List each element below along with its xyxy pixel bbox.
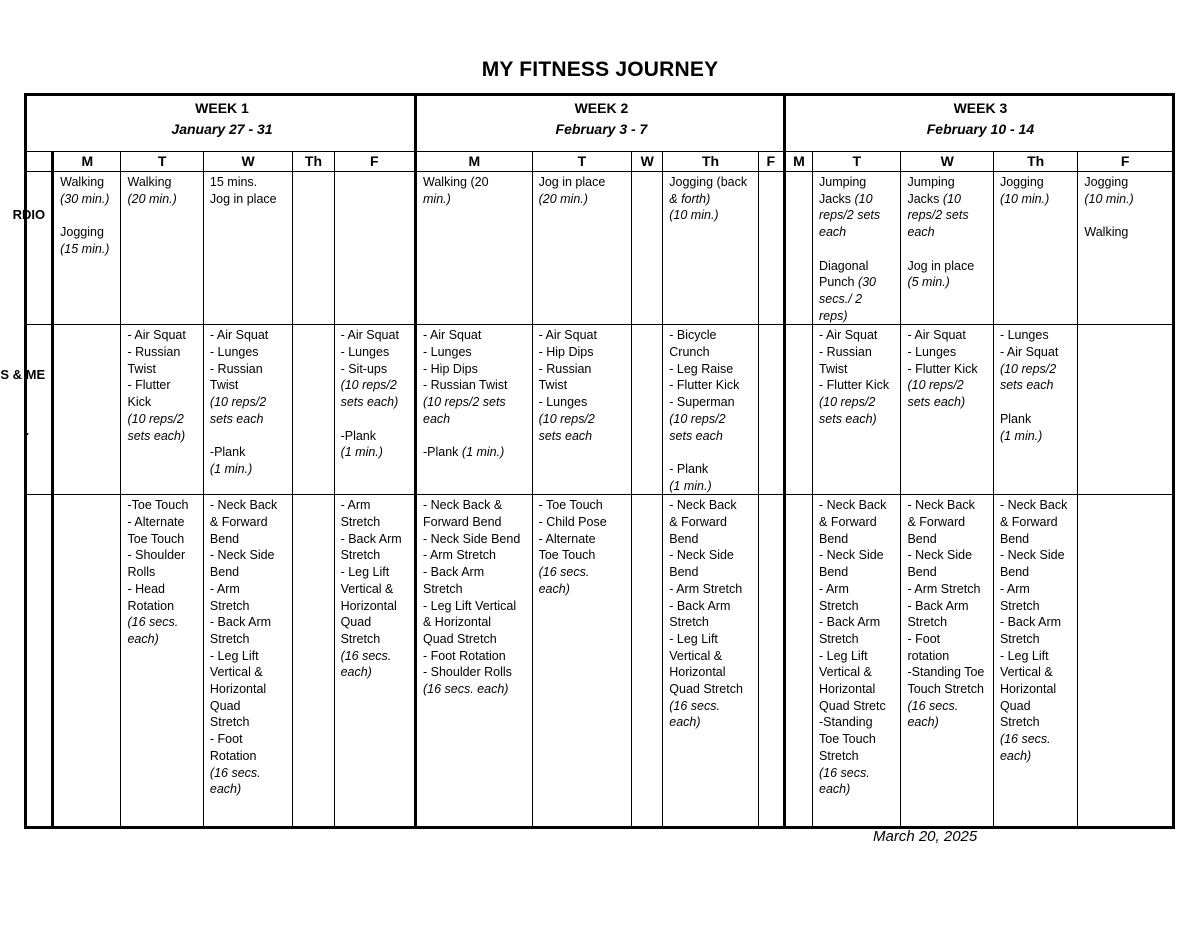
w2-day-t: T	[532, 152, 632, 172]
strength-w1-f: - Air Squat - Lunges - Sit-ups (10 reps/2 sets each) -Plank (1 min.)	[334, 325, 415, 495]
day-header-row	[26, 152, 1174, 172]
w1-day-t: T	[121, 152, 203, 172]
week-3-label: WEEK 3	[953, 100, 1008, 116]
cardio-w3-m	[784, 172, 812, 325]
strength-row	[26, 325, 1174, 495]
stretch-row	[26, 495, 1174, 828]
stretch-w1-f: - Arm Stretch - Back Arm Stretch - Leg Lift Vertical & Horizontal Quad Stretch (16 secs. each)	[334, 495, 415, 828]
stretch-w2-f	[758, 495, 784, 828]
week-2-header	[416, 95, 785, 152]
week-header-row	[26, 95, 1174, 152]
week-2-label: WEEK 2	[574, 100, 629, 116]
w2-day-m: M	[416, 152, 533, 172]
strength-w2-f	[758, 325, 784, 495]
cardio-w2-t: Jog in place (20 min.)	[532, 172, 632, 325]
page-title: MY FITNESS JOURNEY	[481, 58, 719, 81]
strength-w2-m: - Air Squat - Lunges - Hip Dips - Russian Twist (10 reps/2 sets each -Plank (1 min.)	[416, 325, 533, 495]
strength-w2-t: - Air Squat - Hip Dips - Russian Twist - Lunges (10 reps/2 sets each	[532, 325, 632, 495]
cardio-w3-t: Jumping Jacks (10 reps/2 sets each Diagonal Punch (30 secs./ 2 reps)	[813, 172, 901, 325]
stretch-w3-f	[1078, 495, 1174, 828]
strength-w1-t: - Air Squat - Russian Twist - Flutter Kick (10 reps/2 sets each)	[121, 325, 203, 495]
week-3-dates: February 10 - 14	[926, 121, 1035, 137]
strength-w3-f	[1078, 325, 1174, 495]
strength-w3-t: - Air Squat - Russian Twist - Flutter Kick (10 reps/2 sets each)	[813, 325, 901, 495]
strength-label-extra: .	[25, 423, 30, 439]
cardio-w1-w: 15 mins. Jog in place	[203, 172, 292, 325]
w1-day-w: W	[203, 152, 292, 172]
stretch-w3-m	[784, 495, 812, 828]
strength-w1-w: - Air Squat - Lunges - Russian Twist (10 reps/2 sets each -Plank (1 min.)	[203, 325, 292, 495]
strength-w1-th	[293, 325, 334, 495]
cardio-w2-f	[758, 172, 784, 325]
cardio-w3-th: Jogging (10 min.)	[993, 172, 1077, 325]
cardio-w2-m: Walking (20 min.)	[416, 172, 533, 325]
stretch-row-label	[26, 495, 53, 828]
strength-label-text: S & ME	[0, 367, 46, 383]
stretch-w2-th: - Neck Back & Forward Bend - Neck Side Bend - Arm Stretch - Back Arm Stretch - Leg Lift Vertical & Horizontal Quad Stretch (16 secs. each)	[663, 495, 758, 828]
strength-w3-m	[784, 325, 812, 495]
week-1-label: WEEK 1	[195, 100, 249, 116]
w1-day-th: Th	[293, 152, 334, 172]
w1-day-m: M	[53, 152, 121, 172]
w2-day-w: W	[632, 152, 663, 172]
strength-w1-m	[53, 325, 121, 495]
footer-date: March 20, 2025	[873, 828, 978, 845]
w3-day-f: F	[1078, 152, 1174, 172]
cardio-row	[26, 172, 1174, 325]
strength-w2-th: - Bicycle Crunch - Leg Raise - Flutter Kick - Superman (10 reps/2 sets each - Plank (1 min.)	[663, 325, 758, 495]
fitness-schedule-table	[0, 93, 1175, 829]
stretch-w1-w: - Neck Back & Forward Bend - Neck Side Bend - Arm Stretch - Back Arm Stretch - Leg Lift Vertical & Horizontal Quad Stretch - Foot Rotation (16 secs. each)	[203, 495, 292, 828]
strength-w3-th: - Lunges - Air Squat (10 reps/2 sets each Plank (1 min.)	[993, 325, 1077, 495]
cardio-w1-f	[334, 172, 415, 325]
w2-day-f: F	[758, 152, 784, 172]
w3-day-t: T	[813, 152, 901, 172]
strength-w2-w	[632, 325, 663, 495]
week-2-dates: February 3 - 7	[555, 121, 648, 137]
stretch-w3-w: - Neck Back & Forward Bend - Neck Side Bend - Arm Stretch - Back Arm Stretch - Foot rotation -Standing Toe Touch Stretch (16 secs. each)	[901, 495, 993, 828]
strength-w3-w: - Air Squat - Lunges - Flutter Kick (10 reps/2 sets each)	[901, 325, 993, 495]
stretch-w2-w	[632, 495, 663, 828]
cardio-row-label	[12, 172, 53, 325]
week-1-dates: January 27 - 31	[171, 121, 273, 137]
w3-day-m: M	[784, 152, 812, 172]
cardio-label-text: RDIO	[12, 207, 46, 222]
cardio-w1-th	[293, 172, 334, 325]
cardio-w2-th: Jogging (back & forth) (10 min.)	[663, 172, 758, 325]
w1-day-f: F	[334, 152, 415, 172]
stretch-w1-t: -Toe Touch - Alternate Toe Touch - Shoulder Rolls - Head Rotation (16 secs. each)	[121, 495, 203, 828]
cardio-w2-w	[632, 172, 663, 325]
w2-day-th: Th	[663, 152, 758, 172]
strength-row-label	[0, 325, 53, 495]
stretch-w1-th	[293, 495, 334, 828]
stretch-w3-t: - Neck Back & Forward Bend - Neck Side Bend - Arm Stretch - Back Arm Stretch - Leg Lift Vertical & Horizontal Quad Stretc -Standing Toe Touch Stretch (16 secs. each)	[813, 495, 901, 828]
w3-day-th: Th	[993, 152, 1077, 172]
stretch-w2-m: - Neck Back & Forward Bend - Neck Side Bend - Arm Stretch - Back Arm Stretch - Leg Lift Vertical & Horizontal Quad Stretch - Foot Rotation - Shoulder Rolls (16 secs. each)	[416, 495, 533, 828]
cardio-w1-m: Walking (30 min.) Jogging (15 min.)	[53, 172, 121, 325]
w3-day-w: W	[901, 152, 993, 172]
cardio-w1-t: Walking (20 min.)	[121, 172, 203, 325]
stretch-w3-th: - Neck Back & Forward Bend - Neck Side Bend - Arm Stretch - Back Arm Stretch - Leg Lift Vertical & Horizontal Quad Stretch (16 secs. each)	[993, 495, 1077, 828]
cardio-w3-w: Jumping Jacks (10 reps/2 sets each Jog in place (5 min.)	[901, 172, 993, 325]
week-3-header	[784, 95, 1173, 152]
cardio-w3-f: Jogging (10 min.) Walking	[1078, 172, 1174, 325]
stretch-w1-m	[53, 495, 121, 828]
corner-cell	[26, 152, 53, 172]
week-1-header	[26, 95, 416, 152]
stretch-w2-t: - Toe Touch - Child Pose - Alternate Toe Touch (16 secs. each)	[532, 495, 632, 828]
